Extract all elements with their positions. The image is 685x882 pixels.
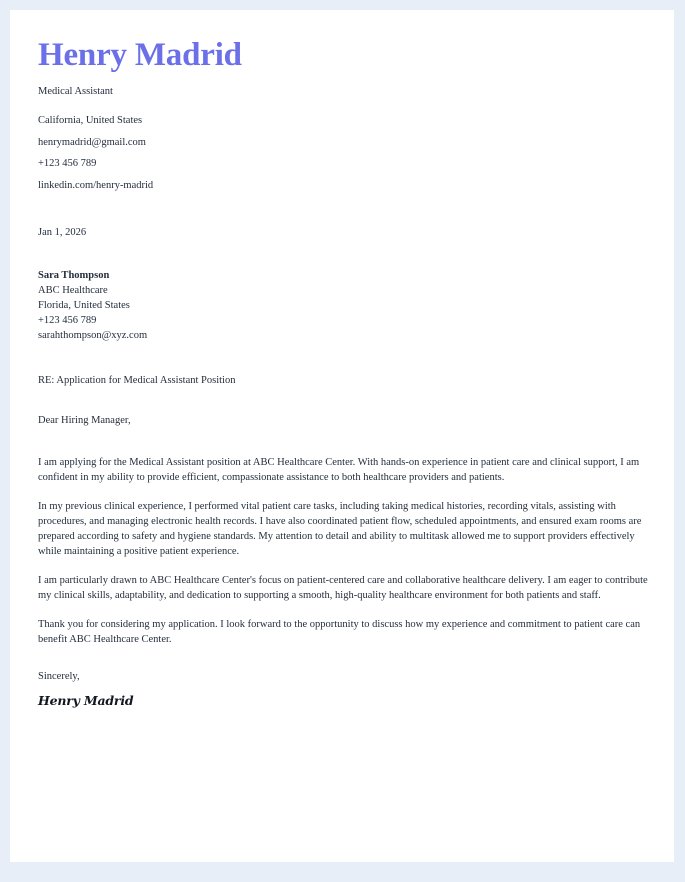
recipient-location: Florida, United States xyxy=(38,300,130,312)
body-paragraph: In my previous clinical experience, I performed vital patient care tasks, including taking medical histories, recording vitals, assisting with procedures, and managing electronic health records. I have also coordinated patient flow, scheduled appointments, and ensured exam rooms are prepared according to safety and hygiene standards. My attention to detail and ability to multitask allowed me to support providers effectively while maintaining a positive patient experience. xyxy=(38,500,642,557)
contact-block xyxy=(38,115,654,192)
signature: Henry Madrid xyxy=(38,692,134,708)
body-paragraph: I am applying for the Medical Assistant position at ABC Healthcare Center. With hands-on experience in patient care and clinical support, I am confident in my ability to provide efficient, compassionate assistance to both healthcare providers and patients. xyxy=(38,456,640,483)
body-paragraph: Thank you for considering my application. I look forward to the opportunity to discuss how my experience and commitment to patient care can benefit ABC Healthcare Center. xyxy=(38,618,641,645)
job-title: Medical Assistant xyxy=(38,85,113,97)
contact-linkedin[interactable]: linkedin.com/henry-madrid xyxy=(38,180,154,192)
contact-location: California, United States xyxy=(38,115,143,127)
subject-line: RE: Application for Medical Assistant Position xyxy=(38,374,236,386)
contact-phone[interactable]: +123 456 789 xyxy=(38,158,97,170)
closing-block xyxy=(38,671,654,707)
recipient-block xyxy=(38,269,654,344)
recipient-company: ABC Healthcare xyxy=(38,285,108,297)
letter-date: Jan 1, 2026 xyxy=(38,226,87,238)
letter-content xyxy=(38,38,654,707)
page-title: Henry Madrid xyxy=(38,37,242,73)
salutation: Dear Hiring Manager, xyxy=(38,415,131,427)
letter-header xyxy=(38,38,654,193)
letter-page xyxy=(10,10,674,862)
contact-email[interactable]: henrymadrid@gmail.com xyxy=(38,136,146,148)
recipient-phone: +123 456 789 xyxy=(38,314,97,326)
body-paragraph: I am particularly drawn to ABC Healthcare Center's focus on patient-centered care and collaborative healthcare delivery. I am eager to contribute my clinical skills, adaptability, and dedication to supporting a smooth, high-quality healthcare environment for both patients and staff. xyxy=(38,574,648,601)
recipient-name: Sara Thompson xyxy=(38,270,110,282)
letter-body xyxy=(38,455,654,647)
closing-word: Sincerely, xyxy=(38,670,80,682)
recipient-email[interactable]: sarahthompson@xyz.com xyxy=(38,329,148,341)
